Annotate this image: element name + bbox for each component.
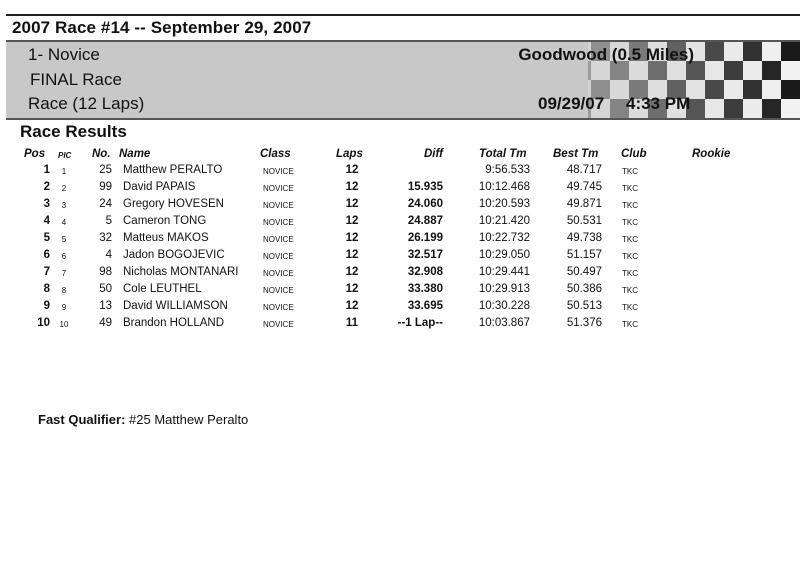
row-class: NOVICE: [263, 167, 294, 176]
row-total-time: 10:21.420: [478, 215, 530, 227]
row-best-time: 49.745: [566, 181, 602, 193]
row-pic: 10: [59, 320, 69, 329]
race-date: 09/29/07: [538, 94, 605, 113]
table-row: [0, 247, 800, 264]
row-driver-name: Nicholas MONTANARI: [123, 266, 239, 278]
row-number: 98: [99, 266, 112, 278]
row-class: NOVICE: [263, 286, 294, 295]
header-best: Best Tm: [553, 148, 599, 160]
fast-qualifier: [38, 412, 248, 427]
header-class: Class: [260, 148, 291, 160]
row-best-time: 51.157: [566, 249, 602, 261]
fast-qualifier-value: #25 Matthew Peralto: [129, 412, 249, 427]
row-total-time: 10:29.913: [478, 283, 530, 295]
row-diff: 24.060: [407, 198, 443, 210]
row-pic: 7: [61, 269, 67, 278]
row-pos: 2: [43, 181, 50, 193]
row-number: 49: [99, 317, 112, 329]
class-line: 1- Novice: [28, 45, 100, 64]
row-driver-name: Matteus MAKOS: [123, 232, 209, 244]
checker-square: [705, 42, 724, 61]
table-row: [0, 298, 800, 315]
row-best-time: 49.871: [566, 198, 602, 210]
header-laps: Laps: [336, 148, 363, 160]
row-total-time: 10:12.468: [478, 181, 530, 193]
row-best-time: 50.497: [566, 266, 602, 278]
row-laps: 12: [345, 164, 359, 176]
row-driver-name: Gregory HOVESEN: [123, 198, 224, 210]
row-pic: 2: [61, 184, 67, 193]
row-best-time: 48.717: [566, 164, 602, 176]
checker-square: [705, 61, 724, 80]
top-rule: [6, 14, 800, 16]
row-pos: 8: [43, 283, 50, 295]
row-pic: 8: [61, 286, 67, 295]
checker-square: [762, 99, 781, 118]
row-class: NOVICE: [263, 218, 294, 227]
checker-square: [705, 99, 724, 118]
row-driver-name: David WILLIAMSON: [123, 300, 228, 312]
row-diff: --1 Lap--: [397, 317, 443, 329]
row-pic: 9: [61, 303, 67, 312]
race-laps: Race (12 Laps): [28, 94, 145, 113]
row-diff: 33.695: [407, 300, 443, 312]
results-table: [0, 146, 800, 332]
row-driver-name: David PAPAIS: [123, 181, 196, 193]
checker-square: [743, 80, 762, 99]
row-best-time: 51.376: [566, 317, 602, 329]
row-club: TKC: [622, 252, 638, 261]
header-rookie: Rookie: [692, 148, 731, 160]
checker-square: [781, 61, 800, 80]
row-total-time: 10:22.732: [478, 232, 530, 244]
checker-square: [724, 42, 743, 61]
results-header: [0, 146, 800, 162]
row-number: 25: [99, 164, 112, 176]
checker-square: [781, 80, 800, 99]
row-pos: 5: [43, 232, 50, 244]
race-banner: [6, 40, 800, 120]
row-class: NOVICE: [263, 252, 294, 261]
row-best-time: 49.738: [566, 232, 602, 244]
row-driver-name: Cameron TONG: [123, 215, 207, 227]
row-pos: 10: [37, 317, 50, 329]
row-diff: 33.380: [407, 283, 443, 295]
checker-square: [762, 42, 781, 61]
track-name: Goodwood (0.5 Miles): [518, 45, 694, 64]
header-total: Total Tm: [479, 148, 527, 160]
row-class: NOVICE: [263, 184, 294, 193]
header-pos: Pos: [24, 148, 46, 160]
row-class: NOVICE: [263, 235, 294, 244]
row-best-time: 50.513: [566, 300, 602, 312]
row-club: TKC: [622, 303, 638, 312]
section-title: Race Results: [20, 122, 127, 141]
table-row: [0, 281, 800, 298]
row-laps: 12: [345, 266, 359, 278]
checker-square: [743, 42, 762, 61]
row-club: TKC: [622, 201, 638, 210]
row-pic: 3: [61, 201, 67, 210]
row-laps: 12: [345, 283, 359, 295]
row-driver-name: Matthew PERALTO: [123, 164, 223, 176]
checker-square: [724, 61, 743, 80]
row-pos: 7: [43, 266, 50, 278]
row-club: TKC: [622, 269, 638, 278]
row-number: 50: [99, 283, 112, 295]
row-club: TKC: [622, 167, 638, 176]
row-best-time: 50.386: [566, 283, 602, 295]
row-diff: 24.887: [407, 215, 443, 227]
table-row: [0, 213, 800, 230]
row-total-time: 10:29.050: [478, 249, 530, 261]
header-name: Name: [119, 148, 151, 160]
row-number: 32: [99, 232, 112, 244]
header-no: No.: [92, 148, 111, 160]
row-club: TKC: [622, 320, 638, 329]
row-number: 99: [99, 181, 112, 193]
row-pic: 4: [61, 218, 67, 227]
row-total-time: 10:30.228: [478, 300, 530, 312]
results-rows: [0, 162, 800, 332]
row-best-time: 50.531: [566, 215, 602, 227]
row-driver-name: Brandon HOLLAND: [123, 317, 224, 329]
row-club: TKC: [622, 235, 638, 244]
row-laps: 12: [345, 198, 359, 210]
row-total-time: 9:56.533: [485, 164, 530, 176]
row-driver-name: Jadon BOGOJEVIC: [123, 249, 225, 261]
table-row: [0, 162, 800, 179]
row-pic: 6: [61, 252, 67, 261]
row-total-time: 10:29.441: [478, 266, 530, 278]
row-number: 4: [105, 249, 112, 261]
table-row: [0, 230, 800, 247]
checker-square: [762, 80, 781, 99]
row-pos: 6: [43, 249, 50, 261]
row-class: NOVICE: [263, 201, 294, 210]
table-row: [0, 196, 800, 213]
row-club: TKC: [622, 184, 638, 193]
checker-square: [781, 99, 800, 118]
row-diff: 15.935: [407, 181, 443, 193]
header-club: Club: [621, 148, 647, 160]
checker-square: [743, 99, 762, 118]
checker-square: [705, 80, 724, 99]
row-laps: 11: [345, 317, 359, 329]
table-row: [0, 264, 800, 281]
checker-square: [743, 61, 762, 80]
checker-square: [781, 42, 800, 61]
row-pic: 5: [61, 235, 67, 244]
header-pic: PIC: [58, 151, 72, 160]
row-diff: 32.517: [407, 249, 443, 261]
row-laps: 12: [345, 232, 359, 244]
row-pos: 4: [43, 215, 50, 227]
event-title: 2007 Race #14 -- September 29, 2007: [12, 18, 312, 37]
checker-square: [762, 61, 781, 80]
row-pos: 9: [43, 300, 50, 312]
race-time: 4:33 PM: [626, 94, 691, 113]
row-total-time: 10:03.867: [478, 317, 530, 329]
checker-square: [724, 80, 743, 99]
row-class: NOVICE: [263, 269, 294, 278]
row-number: 13: [99, 300, 112, 312]
row-total-time: 10:20.593: [478, 198, 530, 210]
fast-qualifier-label: Fast Qualifier:: [38, 412, 126, 427]
row-club: TKC: [622, 218, 638, 227]
row-laps: 12: [345, 249, 359, 261]
table-row: [0, 315, 800, 332]
row-laps: 12: [345, 215, 359, 227]
row-driver-name: Cole LEUTHEL: [123, 283, 202, 295]
checker-square: [724, 99, 743, 118]
row-pic: 1: [61, 167, 67, 176]
row-diff: 26.199: [407, 232, 443, 244]
row-class: NOVICE: [263, 320, 294, 329]
row-pos: 1: [43, 164, 50, 176]
row-diff: 32.908: [407, 266, 443, 278]
row-number: 24: [99, 198, 112, 210]
row-laps: 12: [345, 181, 359, 193]
race-type: FINAL Race: [30, 70, 122, 89]
row-class: NOVICE: [263, 303, 294, 312]
header-diff: Diff: [424, 148, 443, 160]
table-row: [0, 179, 800, 196]
row-number: 5: [105, 215, 112, 227]
row-laps: 12: [345, 300, 359, 312]
row-pos: 3: [43, 198, 50, 210]
row-club: TKC: [622, 286, 638, 295]
